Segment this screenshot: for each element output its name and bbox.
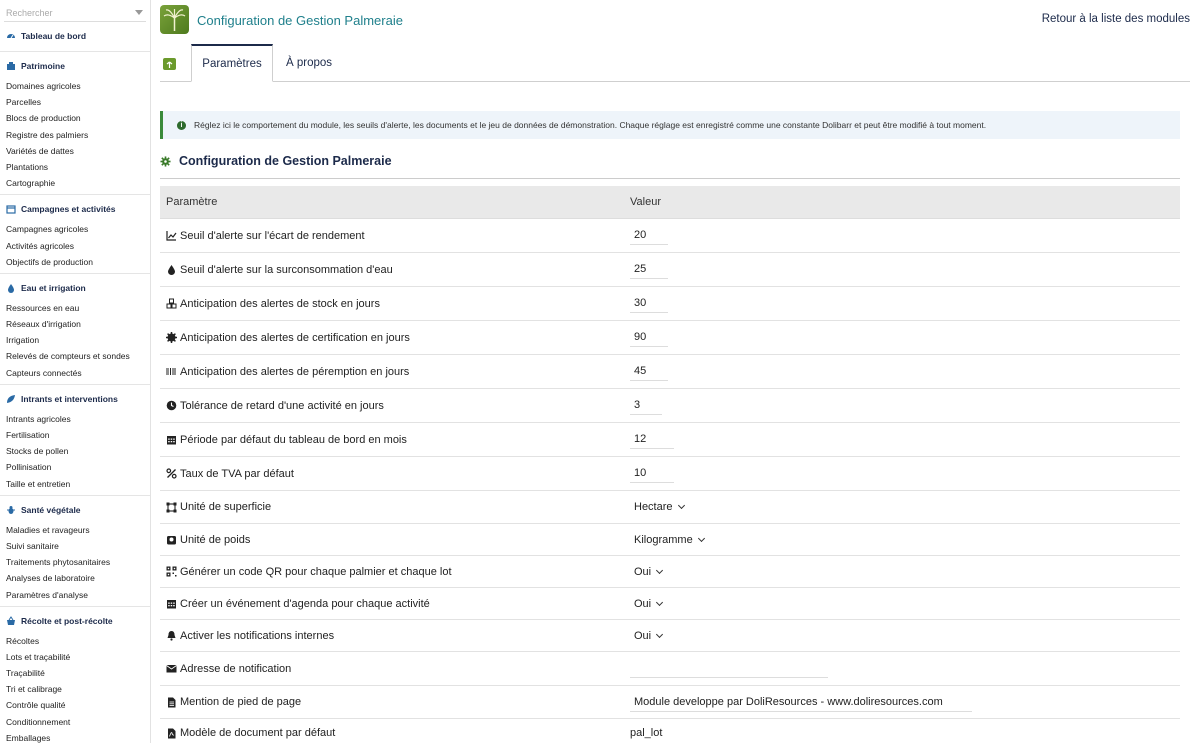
building-icon [6,61,16,71]
select-value: Oui [634,565,652,578]
barcode-icon [166,366,177,377]
sidebar-section [0,197,150,274]
calendar-icon [6,204,16,214]
leaf-icon [6,394,16,404]
parameter-cell [160,366,624,378]
info-icon: i [177,121,186,130]
sidebar-section-label: Récolte et post-récolte [21,615,113,626]
parameter-label: Générer un code QR pour chaque palmier et chaque lot [180,565,452,578]
number-input[interactable]: 30 [630,294,668,313]
info-banner [160,111,1180,139]
parameter-cell [160,298,624,310]
table-row [160,652,1180,686]
parameter-cell [160,630,624,642]
clock-icon [166,400,177,411]
sidebar-section-title[interactable] [0,24,150,48]
sidebar-item[interactable]: Ressources en eau [6,302,80,313]
sidebar-item[interactable]: Cartographie [6,178,56,189]
parameter-cell [160,400,624,412]
chevron-down-icon[interactable] [135,10,143,15]
search-select[interactable] [4,4,146,22]
value-cell [624,594,662,613]
table-row [160,491,1180,524]
table-row [160,457,1180,491]
table-row [160,620,1180,652]
parameter-cell [160,727,624,739]
parameter-label: Seuil d'alerte sur la surconsommation d'eau [180,263,393,276]
sidebar-item[interactable]: Fertilisation [6,430,50,440]
select-dropdown[interactable] [630,594,662,613]
module-icon [163,58,176,70]
sidebar-section-title[interactable] [0,54,150,78]
dashboard-icon [6,31,16,41]
parameter-cell [160,264,624,276]
number-input[interactable]: 25 [630,260,668,279]
parameter-label: Créer un événement d'agenda pour chaque activité [180,597,430,610]
parameter-label: Mention de pied de page [180,696,302,708]
bug-icon [6,505,16,515]
sidebar-section-label: Santé végétale [21,504,81,515]
palm-logo-icon [160,5,189,34]
sidebar-section-label: Campagnes et activités [21,204,116,215]
sidebar-section [0,54,150,195]
sidebar-item[interactable]: Analyses de laboratoire [6,573,95,584]
sidebar-section-title[interactable] [0,197,150,221]
gear-icon [160,156,171,167]
cubes-icon [166,298,177,309]
chevron-down-icon [677,502,684,509]
sidebar-item[interactable]: Stocks de pollen [6,446,69,457]
table-row [160,686,1180,719]
sidebar-section-title[interactable] [0,609,150,633]
info-message: Réglez ici le comportement du module, les seuils d'alerte, les documents et le jeu de données de démonstration. Chaque réglage est enregistré comme une constante Dolibarr et peut être modifié à tout moment. [194,120,987,130]
sidebar-item[interactable]: Suivi sanitaire [6,540,59,551]
sidebar-item[interactable]: Registre des palmiers [6,129,89,140]
sidebar-section-title[interactable] [0,498,150,522]
sidebar-item[interactable]: Parcelles [6,97,41,108]
parameter-label: Modèle de document par défaut [180,727,336,739]
sidebar-item[interactable]: Intrants agricoles [6,413,71,424]
tab-parametres[interactable]: Paramètres [191,44,273,82]
file-pdf-icon [166,728,177,739]
sidebar-item[interactable]: Blocs de production [6,113,81,124]
select-dropdown[interactable] [630,498,684,517]
parameter-cell [160,598,624,610]
parameter-cell [160,434,624,446]
footer-mention-input[interactable]: Module developpe par DoliResources - www.doliresources.com [630,693,972,712]
weight-icon [166,534,177,545]
parameter-cell [160,566,624,578]
value-cell [624,260,668,279]
main-content [151,0,1200,743]
sidebar-section [0,276,150,385]
value-cell [624,226,668,245]
static-value: pal_lot [630,727,663,739]
sidebar-section [0,609,150,743]
sidebar-item[interactable]: Récoltes [6,635,40,646]
value-cell [624,693,972,712]
sidebar-item[interactable]: Irrigation [6,335,40,346]
parameter-label: Taux de TVA par défaut [180,467,294,480]
sidebar-section-label: Tableau de bord [21,31,87,41]
chevron-down-icon [656,566,663,573]
value-cell [624,562,662,581]
parameter-label: Période par défaut du tableau de bord en mois [180,433,407,446]
table-row [160,588,1180,620]
table-row [160,719,1180,743]
parameter-cell [160,230,624,242]
sidebar-item[interactable]: Emballages [6,732,51,743]
value-cell [624,626,662,645]
parameter-label: Tolérance de retard d'une activité en jours [180,399,384,412]
sidebar-item[interactable]: Variétés de dattes [6,145,74,156]
table-row [160,389,1180,423]
sidebar-item[interactable]: Capteurs connectés [6,367,82,378]
table-header [160,186,1180,219]
settings-table [160,186,1180,743]
parameter-label: Seuil d'alerte sur l'écart de rendement [180,229,365,242]
table-row [160,253,1180,287]
value-cell [624,430,674,449]
sidebar-item[interactable]: Lots et traçabilité [6,651,71,662]
chart-line-icon [166,230,177,241]
select-value: Oui [634,597,652,610]
number-input[interactable]: 45 [630,362,668,381]
parameter-label: Unité de superficie [180,501,272,513]
section-heading [160,154,392,168]
file-icon [166,697,177,708]
sidebar-section-label: Patrimoine [21,61,65,71]
back-to-modules-link[interactable]: Retour à la liste des modules [1041,13,1190,25]
header-parametre: Paramètre [166,196,218,208]
select-value: Kilogramme [634,533,693,546]
parameter-cell [160,468,624,480]
sidebar-item[interactable]: Conditionnement [6,716,71,727]
sidebar-section-title[interactable] [0,387,150,411]
header-valeur: Valeur [630,196,661,208]
sidebar-item[interactable]: Activités agricoles [6,240,75,251]
sidebar-item[interactable]: Contrôle qualité [6,700,66,711]
page-header [160,5,1190,35]
parameter-label: Anticipation des alertes de certification en jours [180,331,410,344]
search-placeholder: Rechercher [6,7,53,18]
table-row [160,219,1180,253]
sidebar-item[interactable]: Taille et entretien [6,478,71,489]
select-dropdown[interactable] [630,562,662,581]
notification-email-input[interactable] [630,659,828,678]
parameter-label: Activer les notifications internes [180,629,335,642]
parameter-cell [160,696,624,708]
table-row [160,556,1180,588]
sidebar-item[interactable]: Traçabilité [6,668,45,679]
page-title: Configuration de Gestion Palmeraie [197,13,403,28]
value-cell [624,727,662,739]
sidebar-section [0,24,150,52]
sidebar-item[interactable]: Objectifs de production [6,256,93,267]
sidebar-section [0,498,150,607]
sidebar-item[interactable]: Paramètres d'analyse [6,589,88,600]
table-row [160,423,1180,457]
value-cell [624,659,828,678]
qrcode-icon [166,566,177,577]
calendar-icon [166,598,177,609]
parameter-cell [160,501,624,513]
value-cell [624,362,668,381]
envelope-icon [166,663,177,674]
parameter-label: Adresse de notification [180,662,292,675]
number-input[interactable]: 12 [630,430,674,449]
value-cell [624,498,684,517]
select-value: Oui [634,629,652,642]
parameter-label: Anticipation des alertes de péremption en jours [180,365,410,378]
table-row [160,355,1180,389]
sidebar-item[interactable]: Réseaux d'irrigation [6,319,81,330]
parameter-label: Anticipation des alertes de stock en jours [180,297,380,310]
tint-icon [166,264,177,275]
sidebar-section-label: Intrants et interventions [21,393,118,404]
sidebar-section-label: Eau et irrigation [21,282,86,293]
tab-bar [160,44,1190,82]
table-row [160,287,1180,321]
sidebar-item[interactable]: Pollinisation [6,462,52,473]
value-cell [624,294,668,313]
percent-icon [166,468,177,479]
sidebar-section [0,387,150,496]
sidebar-section-title[interactable] [0,276,150,300]
sidebar-item[interactable]: Traitements phytosanitaires [6,557,111,568]
number-input[interactable]: 10 [630,464,674,483]
chevron-down-icon [656,598,663,605]
vector-square-icon [166,502,177,513]
tab-a-propos[interactable]: À propos [285,57,333,69]
select-dropdown[interactable] [630,530,704,549]
table-row [160,321,1180,355]
section-title: Configuration de Gestion Palmeraie [179,154,392,168]
value-cell [624,464,674,483]
parameter-cell [160,663,624,675]
parameter-cell [160,534,624,546]
basket-icon [6,616,16,626]
table-row [160,524,1180,556]
sidebar [0,0,151,743]
parameter-cell [160,332,624,344]
bell-icon [166,630,177,641]
select-value: Hectare [634,501,673,513]
parameter-label: Unité de poids [180,533,251,546]
number-input[interactable]: 3 [630,396,662,415]
sidebar-item[interactable]: Relevés de compteurs et sondes [6,351,130,362]
calendar-icon [166,434,177,445]
sidebar-item[interactable]: Tri et calibrage [6,684,62,695]
value-cell [624,328,668,347]
sidebar-item[interactable]: Plantations [6,161,49,172]
chevron-down-icon [656,630,663,637]
certificate-icon [166,332,177,343]
value-cell [624,530,704,549]
divider [160,178,1180,179]
sidebar-item[interactable]: Campagnes agricoles [6,224,89,235]
sidebar-item[interactable]: Maladies et ravageurs [6,524,90,535]
value-cell [624,396,662,415]
chevron-down-icon [698,534,705,541]
water-drop-icon [6,283,16,293]
select-dropdown[interactable] [630,626,662,645]
number-input[interactable]: 20 [630,226,668,245]
number-input[interactable]: 90 [630,328,668,347]
sidebar-item[interactable]: Domaines agricoles [6,81,81,91]
